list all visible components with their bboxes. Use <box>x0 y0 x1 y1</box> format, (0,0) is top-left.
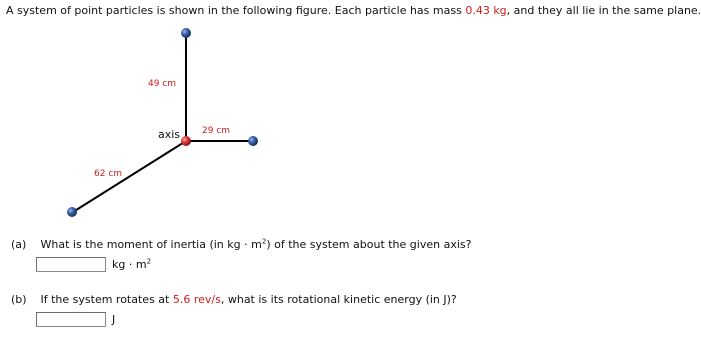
axis-label: axis <box>158 128 181 141</box>
intro-text-end: , and they all lie in the same plane. <box>506 4 701 17</box>
part-b-answer-row <box>36 312 115 327</box>
intro-text: A system of point particles is shown in the following figure. Each particle has mass <box>6 4 462 17</box>
part-a-answer-row <box>36 257 151 272</box>
rod-diag <box>73 141 186 212</box>
length-label-diag: 62 cm <box>94 169 123 179</box>
part-a-unit <box>112 258 151 271</box>
mass-value: 0.43 kg <box>465 4 507 17</box>
length-label-right: 29 cm <box>202 126 231 136</box>
particle-top <box>181 28 191 38</box>
part-b-number: (b) <box>11 293 27 306</box>
part-a-text: What is the moment of inertia (in kg · m <box>40 238 262 251</box>
part-b-rate: 5.6 rev/s <box>172 293 221 306</box>
part-a-answer-input[interactable] <box>36 257 106 272</box>
part-a-question <box>11 238 471 251</box>
part-a-unit-sup: 2 <box>146 257 152 266</box>
part-b-question <box>11 293 457 306</box>
length-label-up: 49 cm <box>148 79 177 89</box>
particle-right <box>248 136 258 146</box>
particle-axis <box>181 136 191 146</box>
part-a-unit-base: kg · m <box>112 258 147 271</box>
part-a-text-sup: 2 <box>261 237 267 246</box>
part-b-answer-input[interactable] <box>36 312 106 327</box>
particle-bottom-left <box>67 207 77 217</box>
part-b-unit: J <box>112 313 116 326</box>
part-a-number: (a) <box>11 238 27 251</box>
part-a-text-end: ) of the system about the given axis? <box>266 238 472 251</box>
part-b-text-end: , what is its rotational kinetic energy (in J)? <box>220 293 457 306</box>
part-b-text: If the system rotates at <box>40 293 170 306</box>
